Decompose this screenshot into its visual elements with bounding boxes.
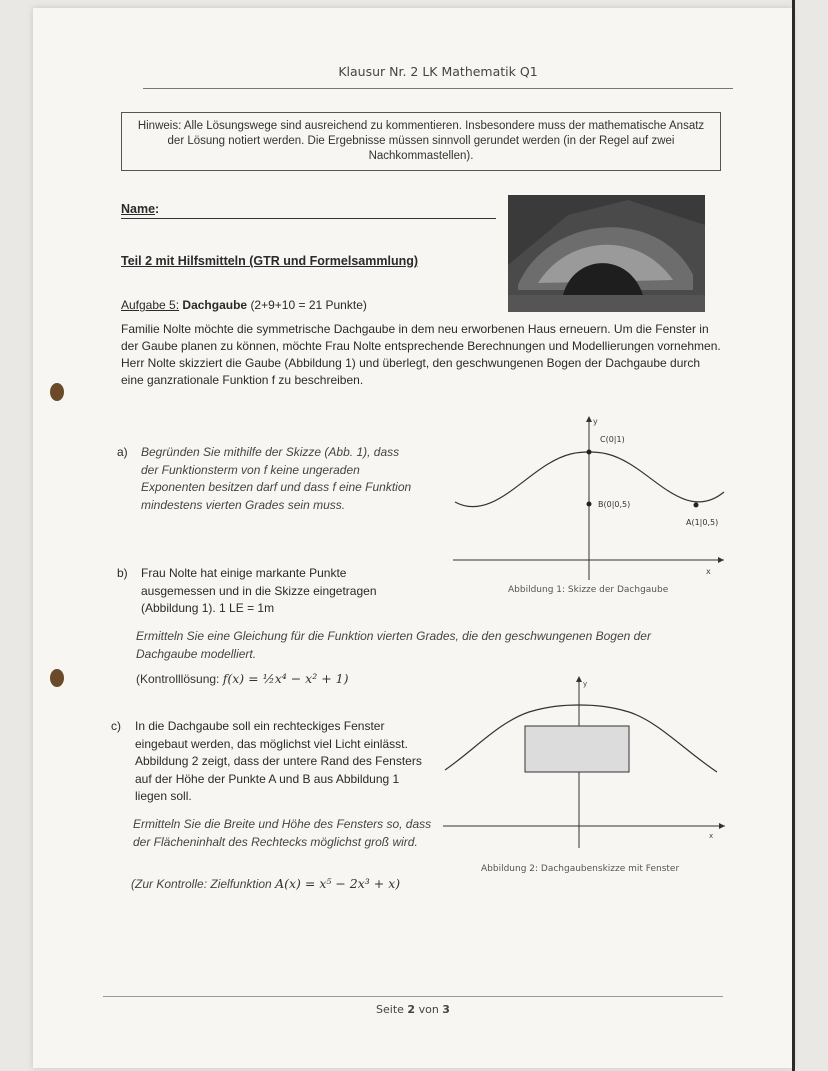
task-b-control-formula: f(x) = ½x⁴ − x² + 1) bbox=[222, 671, 349, 686]
fig1-label-b: B(0|0,5) bbox=[598, 500, 631, 509]
task-a bbox=[117, 444, 417, 514]
task-a-text: Begründen Sie mithilfe der Skizze (Abb. 1), dass der Funktionsterm von f keine ungeraden Exponenten besitzen darf und dass f eine Funktion mindestens vierten Grades sein muss. bbox=[141, 445, 412, 512]
fig2-x-arrow bbox=[719, 823, 725, 829]
fig1-x-label: x bbox=[706, 567, 711, 576]
figure-1-caption: Abbildung 1: Skizze der Dachgaube bbox=[508, 585, 669, 595]
task-c bbox=[111, 718, 429, 806]
task-a-letter: a) bbox=[117, 445, 128, 459]
fig1-y-label: y bbox=[593, 417, 598, 426]
task-c-control-formula: A(x) = x⁵ − 2x³ + x) bbox=[275, 876, 401, 891]
fig1-y-arrow bbox=[586, 416, 592, 422]
exam-page bbox=[33, 8, 793, 1068]
task-intro: Familie Nolte möchte die symmetrische Dachgaube in dem neu erworbenen Haus erneuern. Um die Fenster in der Gaube planen zu können, möchte Frau Nolte entsprechende Berechnungen und Modellierungen vornehmen. Herr Nolte skizziert die Gaube (Abbildung 1) und überlegt, den geschwungenen Bogen der Dachgaube durch eine ganzrationale Funktion f zu beschreiben. bbox=[121, 322, 721, 387]
task-b-control bbox=[136, 671, 349, 686]
name-label: Name bbox=[121, 202, 156, 216]
dormer-photo bbox=[508, 195, 705, 312]
page-footer bbox=[103, 1003, 723, 1016]
fig2-window bbox=[525, 726, 629, 772]
footer-total: 3 bbox=[442, 1003, 450, 1016]
fig2-y-label: y bbox=[583, 680, 588, 688]
task-heading bbox=[121, 298, 367, 312]
figure-1 bbox=[448, 412, 728, 584]
task-b bbox=[117, 565, 417, 618]
footer-page: 2 bbox=[407, 1003, 416, 1016]
task-c-instruction: Ermitteln Sie die Breite und Höhe des Fensters so, dass der Flächeninhalt des Rechtecks möglichst groß wird. bbox=[133, 817, 432, 849]
fig2-x-label: x bbox=[709, 832, 714, 840]
task-points: (2+9+10 = 21 Punkte) bbox=[250, 298, 367, 312]
name-field: Name: bbox=[121, 202, 496, 219]
hint-box: Hinweis: Alle Lösungswege sind ausreichend zu kommentieren. Insbesondere muss der mathematische Ansatz der Lösung notiert werden. Die Ergebnisse müssen sinnvoll gerundet werden (in der Regel auf zwei Nachkommastellen). bbox=[121, 112, 721, 171]
punch-hole-top bbox=[50, 383, 64, 401]
fig1-point-c bbox=[587, 450, 592, 455]
part-title: Teil 2 mit Hilfsmitteln (GTR und Formelsammlung) bbox=[121, 254, 419, 268]
task-c-control-label: (Zur Kontrolle: Zielfunktion bbox=[131, 877, 272, 891]
figure-2-caption: Abbildung 2: Dachgaubenskizze mit Fenster bbox=[481, 864, 680, 874]
punch-hole-bottom bbox=[50, 669, 64, 687]
task-b-text: Frau Nolte hat einige markante Punkte ausgemessen und in die Skizze eingetragen (Abbildung 1). 1 LE = 1m bbox=[141, 566, 377, 615]
task-title: Dachgaube bbox=[182, 298, 248, 312]
page-header: Klausur Nr. 2 LK Mathematik Q1 bbox=[338, 64, 538, 79]
fig1-point-b bbox=[587, 502, 592, 507]
task-b-letter: b) bbox=[117, 566, 128, 580]
footer-mid: von bbox=[418, 1003, 439, 1016]
task-b-instruction: Ermitteln Sie eine Gleichung für die Funktion vierten Grades, die den geschwungenen Bogen der Dachgaube modelliert. bbox=[136, 629, 651, 661]
footer-prefix: Seite bbox=[376, 1003, 404, 1016]
task-c-letter: c) bbox=[111, 719, 121, 733]
fig1-label-c: C(0|1) bbox=[600, 435, 625, 444]
header-divider bbox=[143, 88, 733, 89]
fig1-label-a: A(1|0,5) bbox=[686, 518, 719, 527]
scan-edge bbox=[792, 0, 795, 1071]
task-b-control-label: (Kontrolllösung: bbox=[136, 672, 220, 686]
figure-2 bbox=[439, 672, 729, 852]
task-c-text: In die Dachgaube soll ein rechteckiges Fenster eingebaut werden, das möglichst viel Licht einlässt. Abbildung 2 zeigt, dass der untere Rand des Fensters auf der Höhe der Punkte A und B aus Abbildung 1 liegen soll. bbox=[135, 719, 422, 803]
fig1-point-a bbox=[694, 503, 699, 508]
task-c-control bbox=[131, 876, 400, 891]
fig2-y-arrow bbox=[576, 676, 582, 682]
footer-divider bbox=[103, 996, 723, 997]
task-label: Aufgabe 5: bbox=[121, 298, 180, 312]
fig1-x-arrow bbox=[718, 557, 724, 563]
